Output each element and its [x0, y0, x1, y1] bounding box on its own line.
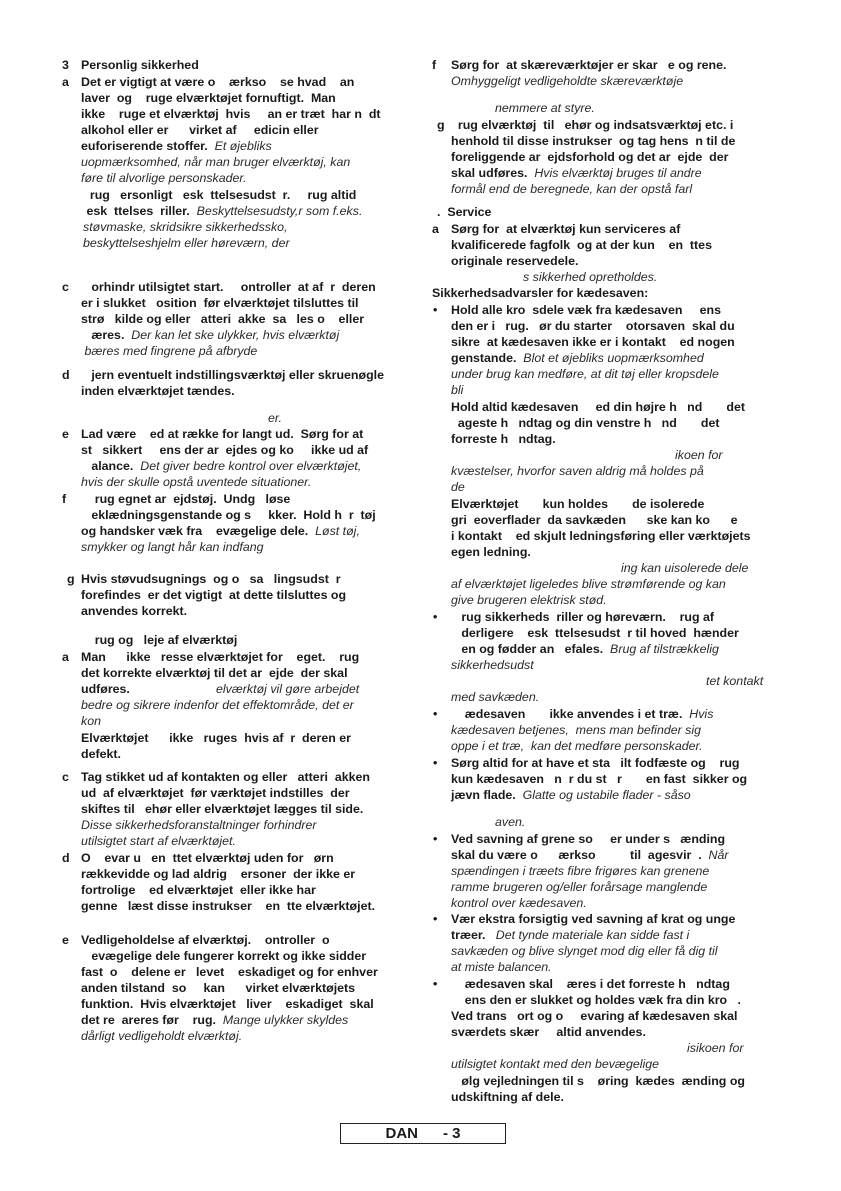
bold-text: laver og ruge elværktøjet fornuftigt. Man [81, 91, 336, 105]
page-number-label: DAN - 3 [385, 1125, 461, 1142]
bold-text: skiftes til ehør eller elværktøjet lægges til side. [81, 802, 364, 816]
italic-text: ikoen for [675, 448, 723, 462]
italic-text: kvæstelser, hvorfor saven aldrig må holdes på [451, 464, 704, 478]
text-line [451, 464, 704, 479]
italic-text: ramme brugeren og/eller forårsage manglende [451, 880, 708, 894]
item-marker: a [62, 75, 69, 89]
italic-text: kon [81, 714, 101, 728]
item-marker: c [62, 770, 69, 784]
text-line [451, 74, 683, 89]
italic-text: smykker og langt hår kan indfang [81, 540, 264, 554]
bold-text: i kontakt ed skjult ledningsføring eller værktøjets [451, 529, 751, 543]
bold-text: alkohol eller er virket af edicin eller [81, 123, 319, 137]
text-line [451, 150, 728, 165]
text-line [451, 977, 730, 992]
italic-text: er. [268, 411, 282, 425]
bold-text: Personlig sikkerhed [81, 58, 199, 72]
text-line [451, 848, 729, 863]
bold-text: udføres. [81, 682, 130, 696]
text-line [451, 690, 539, 705]
bullet-marker: • [433, 707, 438, 721]
text-line [81, 770, 370, 785]
bold-text: evægelige dele fungerer korrekt og ikke sidder [81, 949, 367, 963]
italic-text: aven. [495, 815, 526, 829]
bold-text: kun kædesaven n r du st r en fast sikker og [451, 772, 748, 786]
text-line [81, 384, 235, 399]
text-line [81, 682, 359, 697]
bold-text: æres. [81, 328, 125, 342]
text-line [81, 965, 378, 980]
bold-text: ud af elværktøjet før værktøjet indstilles der [81, 786, 350, 800]
bold-text: det re areres før rug. [81, 1013, 216, 1027]
bold-text: rug ersonligt esk ttelsesudst r. rug altid [83, 188, 357, 202]
text-line [81, 280, 376, 295]
bold-text: fortrolige ed elværktøjet eller ikke har [81, 883, 316, 897]
text-line [83, 236, 290, 251]
bullet-marker: • [433, 912, 438, 926]
text-line [81, 312, 364, 327]
text-line [81, 851, 334, 866]
italic-text: Et øjebliks [207, 139, 272, 153]
italic-text: at miste balancen. [451, 960, 552, 974]
italic-text: beskyttelseshjelm eller høreværn, der [83, 236, 290, 250]
text-line [451, 254, 578, 269]
text-line [81, 731, 351, 746]
bold-text: udskiftning af dele. [451, 1090, 564, 1104]
text-line [451, 513, 738, 528]
bold-text: jævn flade. [451, 788, 516, 802]
bold-text: derligere esk ttelsesudst r til hoved hænder [451, 626, 739, 640]
bold-text: kvalificerede fagfolk og at der kun en ttes [451, 238, 712, 252]
italic-text: ing kan uisolerede dele [621, 561, 749, 575]
text-line [451, 880, 707, 895]
text-line [451, 166, 702, 181]
bold-text: ens den er slukket og holdes væk fra din kro . [451, 993, 741, 1007]
text-line [451, 58, 726, 73]
bold-text: Elværktøjet kun holdes de isolerede [451, 497, 705, 511]
italic-text: bli [451, 383, 464, 397]
bold-text: ædesaven ikke anvendes i et træ. [451, 707, 683, 721]
text-line [451, 739, 703, 754]
bold-text: Ved trans ort og o evaring af kædesaven skal [451, 1009, 738, 1023]
bold-text: rækkevidde og lad aldrig ersoner der ikke er [81, 867, 356, 881]
bullet-marker: • [433, 303, 438, 317]
italic-text: utilsigtet kontakt med den bevægelige [451, 1057, 660, 1071]
italic-text: Disse sikkerhedsforanstaltninger forhindrer [81, 818, 317, 832]
text-line [451, 335, 735, 350]
bold-text: henhold til disse instrukser og tag hens n til de [451, 134, 736, 148]
italic-text: Når [701, 848, 729, 862]
italic-text: Hvis elværktøj bruges til andre [527, 166, 702, 180]
text-line [706, 674, 763, 689]
text-line [451, 222, 680, 237]
text-line [81, 714, 101, 729]
bold-text: egen ledning. [451, 545, 531, 559]
bold-text: esk ttelses riller. [83, 204, 190, 218]
text-line [451, 1025, 646, 1040]
item-marker: f [62, 492, 67, 506]
italic-text: af elværktøjet ligeledes blive strømførende og kan [451, 577, 726, 591]
italic-text: kontrol over kædesaven. [451, 896, 587, 910]
item-marker: e [62, 427, 69, 441]
italic-text: utilsigtet start af elværktøjet. [81, 834, 236, 848]
text-line [81, 139, 272, 154]
bold-text: Hvis støvudsugnings og o sa lingsudst r [81, 572, 341, 586]
italic-text: Blot et øjebliks uopmærksomhed [516, 351, 704, 365]
text-line [451, 1090, 564, 1105]
italic-text: oppe i et træ, kan det medføre personskader. [451, 739, 703, 753]
bold-text: Det er vigtigt at være o ærkso se hvad an [81, 75, 355, 89]
italic-text: under brug kan medføre, at dit tøj eller kropsdele [451, 367, 719, 381]
item-marker: g [437, 118, 445, 132]
bold-text: eklædningsgenstande og s kker. Hold h r tøj [81, 508, 376, 522]
text-line [81, 475, 311, 490]
text-line [268, 411, 282, 426]
text-line [451, 642, 719, 657]
bold-text: Hold altid kædesaven ed din højre h nd det [451, 400, 745, 414]
text-line [451, 707, 713, 722]
text-line [81, 1013, 348, 1028]
text-line [451, 351, 704, 366]
bold-text: skal udføres. [451, 166, 528, 180]
text-line [451, 529, 751, 544]
text-line [451, 896, 587, 911]
bullet-marker: • [433, 756, 438, 770]
bold-text: Hold alle kro sdele væk fra kædesaven ens [451, 303, 721, 317]
bold-text: rug elværktøj til ehør og indsatsværktøj etc. i [451, 118, 734, 132]
text-line [81, 786, 350, 801]
text-line [451, 383, 463, 398]
text-line [495, 815, 525, 830]
text-line [81, 58, 199, 73]
text-line [451, 832, 725, 847]
italic-text: spændingen i træets fibre frigøres kan grenene [451, 864, 710, 878]
text-line [451, 367, 719, 382]
text-line [81, 899, 375, 914]
bold-text: træer. [451, 928, 486, 942]
text-line [81, 818, 317, 833]
italic-text: formål end de beregnede, kan der opstå farl [451, 182, 693, 196]
text-line [451, 658, 534, 673]
bold-text: Tag stikket ud af kontakten og eller atteri akken [81, 770, 370, 784]
bullet-marker: • [433, 610, 438, 624]
text-line [83, 188, 356, 203]
bold-text: sikre at kædesaven ikke er i kontakt ed nogen [451, 335, 735, 349]
bold-text: O evar u en ttet elværktøj uden for ørn [81, 851, 334, 865]
text-line [81, 492, 290, 507]
bold-text: ikke ruge et elværktøj hvis an er træt har n dt [81, 107, 381, 121]
text-line [81, 698, 354, 713]
bold-text: Vær ekstra forsigtig ved savning af krat og unge [451, 912, 736, 926]
bullet-marker: • [433, 832, 438, 846]
item-marker: d [62, 851, 70, 865]
text-line [81, 1029, 242, 1044]
item-marker: c [62, 280, 69, 294]
bold-text: Sørg for at elværktøj kun serviceres af [451, 222, 681, 236]
text-line [621, 561, 748, 576]
page-number-box [340, 1123, 506, 1144]
text-line [81, 588, 346, 603]
text-line [81, 91, 336, 106]
item-marker: d [62, 368, 70, 382]
text-line [451, 626, 739, 641]
text-line [81, 572, 341, 587]
text-line [83, 204, 362, 219]
italic-text: Det tynde materiale kan sidde fast i [485, 928, 690, 942]
text-line [451, 303, 721, 318]
bold-text: ageste h ndtag og din venstre h nd det [451, 416, 720, 430]
text-line [81, 459, 361, 474]
text-line [81, 981, 355, 996]
text-line [451, 772, 747, 787]
text-line [451, 432, 556, 447]
bold-text: Sikkerhedsadvarsler for kædesaven: [432, 286, 649, 300]
bold-text: rug og leje af elværktøj [81, 633, 238, 647]
text-line [451, 577, 726, 592]
text-line [81, 747, 121, 762]
italic-text: s sikkerhed opretholdes. [523, 270, 658, 284]
italic-text: føre til alvorlige personskader. [81, 171, 247, 185]
italic-text: hvis der skulle opstå uventede situationer. [81, 475, 312, 489]
bold-text: jern eventuelt indstillingsværktøj eller skruenøgle [81, 368, 384, 382]
bold-text: anden tilstand so kan virket elværktøjets [81, 981, 356, 995]
text-line [451, 1009, 737, 1024]
bold-text: fast o delene er levet eskadiget og for enhver [81, 965, 378, 979]
text-line [451, 545, 531, 560]
bold-text: alance. [81, 459, 134, 473]
italic-text: Mange ulykker skyldes [215, 1013, 349, 1027]
text-line [523, 270, 657, 285]
italic-text: elværktøj vil gøre arbejdet [129, 682, 360, 696]
text-line [81, 171, 247, 186]
italic-text: give brugeren elektrisk stød. [451, 593, 607, 607]
text-line [81, 933, 330, 948]
bold-text: genne læst disse instrukser en tte elværktøjet. [81, 899, 376, 913]
text-line [451, 756, 739, 771]
text-line [451, 1074, 745, 1089]
bold-text: Man ikke resse elværktøjet for eget. rug [81, 650, 360, 664]
bold-text: Sørg altid for at have et sta ilt fodfæste og rug [451, 756, 740, 770]
bold-text: Sørg for at skæreværktøjer er skar e og rene. [451, 58, 727, 72]
bold-text: funktion. Hvis elværktøjet liver eskadiget skal [81, 997, 374, 1011]
text-line [81, 524, 360, 539]
italic-text: Hvis [682, 707, 714, 721]
bold-text: rug sikkerheds riller og høreværn. rug af [451, 610, 715, 624]
italic-text: sikkerhedsudst [451, 658, 534, 672]
italic-text: savkæden og blive slynget mod dig eller få dig til [451, 944, 718, 958]
bold-text: en og fødder an efales. [451, 642, 604, 656]
text-line [81, 443, 368, 458]
text-line [81, 107, 381, 122]
item-marker: 3 [62, 58, 69, 72]
text-line [81, 344, 257, 359]
italic-text: tet kontakt [706, 674, 764, 688]
text-line [81, 75, 354, 90]
bold-text: sværdets skær altid anvendes. [451, 1025, 646, 1039]
italic-text: Der kan let ske ulykker, hvis elværktøj [124, 328, 340, 342]
bold-text: ølg vejledningen til s øring kædes ænding og [451, 1074, 745, 1088]
italic-text: kædesaven betjenes, mens man befinder sig [451, 723, 702, 737]
item-marker: a [62, 650, 69, 664]
text-line [451, 960, 552, 975]
text-line [81, 883, 316, 898]
italic-text: med savkæden. [451, 690, 540, 704]
text-line [675, 448, 723, 463]
text-line [81, 867, 355, 882]
text-line [451, 1057, 659, 1072]
bold-text: forreste h ndtag. [451, 432, 556, 446]
bold-text: orhindr utilsigtet start. ontroller at af r deren [81, 280, 376, 294]
text-line [451, 416, 720, 431]
italic-text: Beskyttelsesudsty,r som f.eks. [189, 204, 363, 218]
italic-text: Løst tøj, [308, 524, 360, 538]
text-line [81, 802, 363, 817]
text-line [451, 134, 735, 149]
text-line [432, 286, 648, 301]
bold-text: det korrekte elværktøj til det ar ejde der skal [81, 666, 348, 680]
text-line [451, 993, 741, 1008]
text-line [81, 296, 358, 311]
text-line [81, 834, 236, 849]
text-line [81, 633, 237, 648]
bold-text: Elværktøjet ikke ruges hvis af r deren er [81, 731, 351, 745]
bold-text: skal du være o ærkso til agesvir . [451, 848, 702, 862]
bold-text: foreliggende ar ejdsforhold og det ar ejde der [451, 150, 729, 164]
bold-text: ædesaven skal æres i det forreste h ndtag [451, 977, 730, 991]
bold-text: euforiserende stoffer. [81, 139, 208, 153]
italic-text: Det giver bedre kontrol over elværktøjet, [133, 459, 362, 473]
item-marker: f [432, 58, 437, 72]
text-line [451, 788, 691, 803]
text-line [495, 101, 595, 116]
bold-text: Ved savning af grene so er under s ænding [451, 832, 726, 846]
bold-text: st sikkert ens der ar ejdes og ko ikke ud af [81, 443, 369, 457]
text-line [687, 1041, 743, 1056]
bold-text: forefindes er det vigtigt at dette tilsluttes og [81, 588, 347, 602]
text-line [451, 610, 714, 625]
text-line [451, 912, 735, 927]
bold-text: gri eoverflader da savkæden ske kan ko e [451, 513, 738, 527]
text-line [451, 944, 718, 959]
text-line [81, 427, 363, 442]
text-line [451, 723, 701, 738]
text-line [81, 540, 264, 555]
item-marker: e [62, 933, 69, 947]
text-line [81, 666, 348, 681]
italic-text: Glatte og ustabile flader - såso [515, 788, 691, 802]
italic-text: de [451, 480, 465, 494]
italic-text: støvmaske, skridsikre sikkerhedssko, [83, 220, 288, 234]
text-line [451, 118, 733, 133]
bold-text: den er i rug. ør du starter otorsaven skal du [451, 319, 735, 333]
text-line [81, 368, 384, 383]
bold-text: er i slukket osition før elværktøjet tilsluttes til [81, 296, 359, 310]
text-line [81, 604, 187, 619]
text-line [83, 220, 288, 235]
bold-text: strø kilde og eller atteri akke sa les o eller [81, 312, 365, 326]
bold-text: . Service [437, 205, 492, 219]
italic-text: uopmærksomhed, når man bruger elværktøj, kan [81, 155, 351, 169]
italic-text: Brug af tilstrækkelig [603, 642, 719, 656]
text-line [451, 928, 689, 943]
text-line [81, 949, 366, 964]
text-line [81, 997, 374, 1012]
bold-text: rug egnet ar ejdstøj. Undg løse [81, 492, 291, 506]
item-marker: a [432, 222, 439, 236]
text-line [81, 328, 339, 343]
italic-text: Omhyggeligt vedligeholdte skæreværktøje [451, 74, 684, 88]
text-line [451, 593, 607, 608]
text-line [451, 400, 745, 415]
text-line [81, 508, 376, 523]
bold-text: originale reservedele. [451, 254, 579, 268]
item-marker: g [67, 572, 75, 586]
bold-text: Vedligeholdelse af elværktøj. ontroller o [81, 933, 330, 947]
bold-text: genstande. [451, 351, 517, 365]
text-line [451, 497, 704, 512]
italic-text: dårligt vedligeholdt elværktøj. [81, 1029, 243, 1043]
italic-text: bæres med fingrene på afbryde [81, 344, 258, 358]
italic-text: nemmere at styre. [495, 101, 595, 115]
text-line [451, 182, 692, 197]
italic-text: bedre og sikrere indenfor det effektområde, det er [81, 698, 354, 712]
text-line [451, 864, 709, 879]
bold-text: og handsker væk fra evægelige dele. [81, 524, 309, 538]
text-line [451, 238, 712, 253]
bold-text: defekt. [81, 747, 121, 761]
text-line [81, 650, 359, 665]
bold-text: anvendes korrekt. [81, 604, 188, 618]
bullet-marker: • [433, 977, 438, 991]
bold-text: Lad være ed at række for langt ud. Sørg for at [81, 427, 364, 441]
text-line [437, 205, 491, 220]
bold-text: inden elværktøjet tændes. [81, 384, 235, 398]
text-line [451, 319, 735, 334]
text-line [81, 123, 319, 138]
italic-text: isikoen for [687, 1041, 744, 1055]
text-line [81, 155, 350, 170]
text-line [451, 480, 465, 495]
